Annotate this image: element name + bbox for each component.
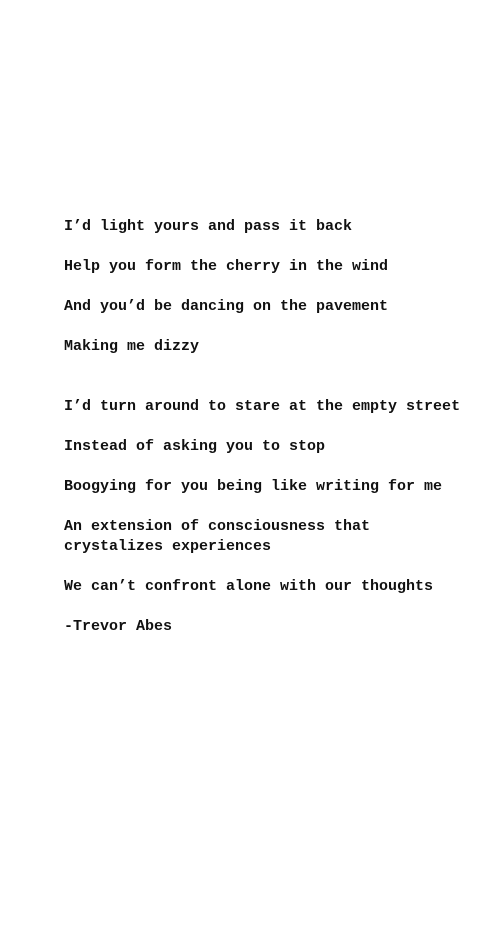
poem-text (64, 217, 494, 657)
poem-line: Boogying for you being like writing for me (64, 478, 443, 495)
poem-line: An extension of consciousness that crystalizes experiences (64, 518, 371, 555)
author-signature: -Trevor Abes (64, 618, 173, 635)
poem-line: Help you form the cherry in the wind (64, 258, 389, 275)
poem-line: I’d light yours and pass it back (64, 218, 353, 235)
poem-line: Instead of asking you to stop (64, 438, 326, 455)
poem-line: And you’d be dancing on the pavement (64, 298, 389, 315)
poem-line: I’d turn around to stare at the empty street (64, 398, 461, 415)
poem-line: Making me dizzy (64, 338, 200, 355)
poem-line: We can’t confront alone with our thoughts (64, 578, 434, 595)
